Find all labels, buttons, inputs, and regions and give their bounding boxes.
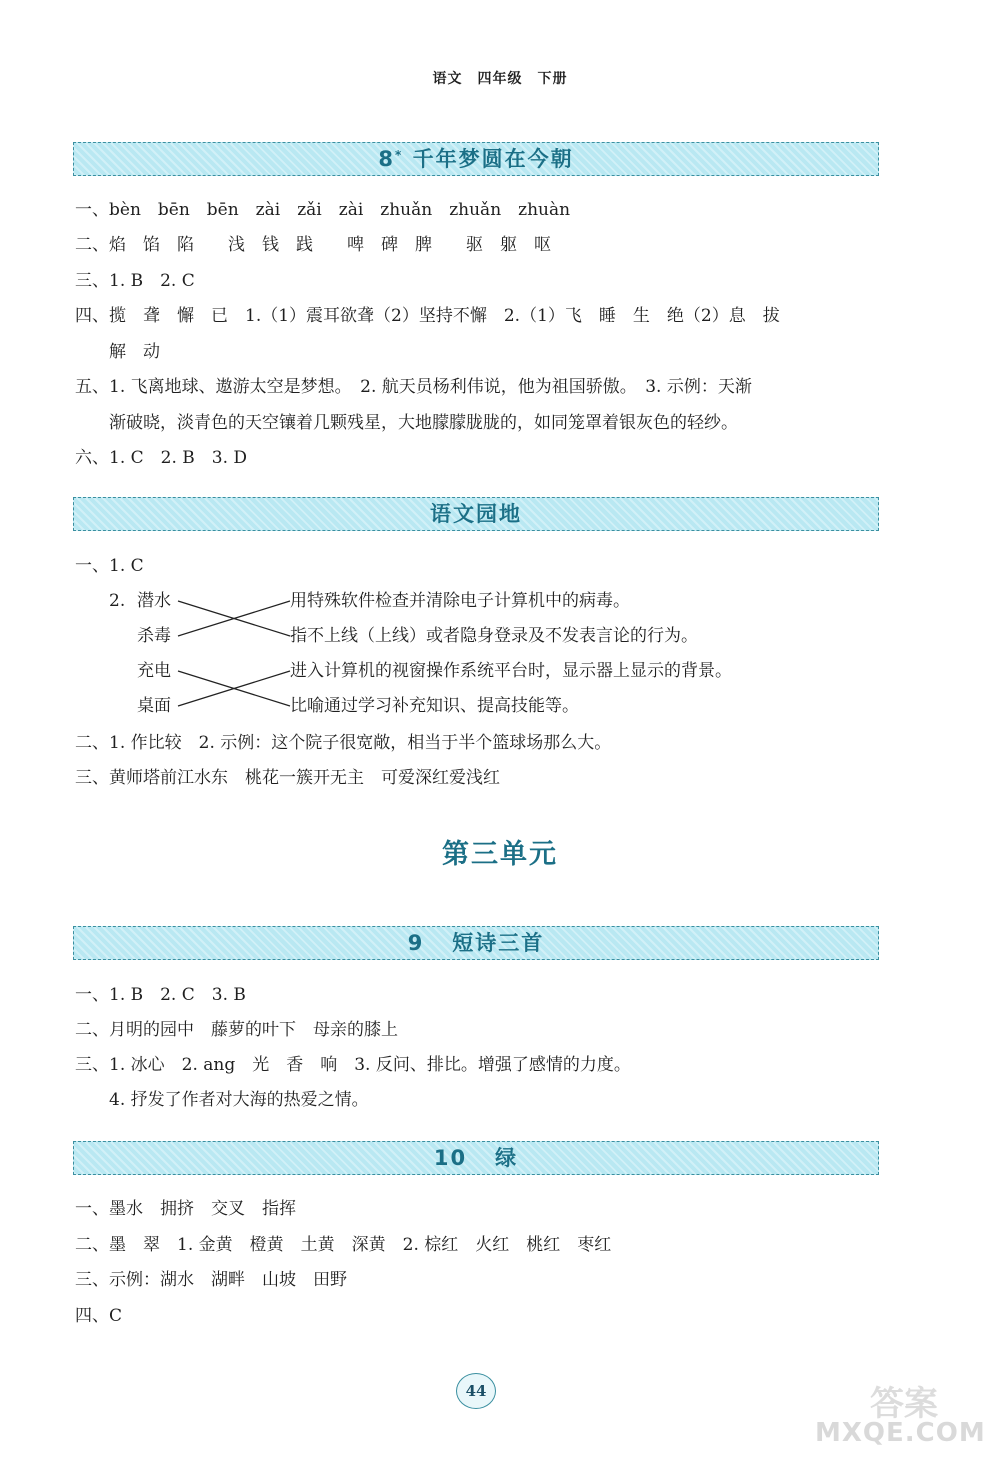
s8-line: 四、揽 聋 懈 已 1.（1）震耳欲聋（2）坚持不懈 2.（1）飞 睡 生 绝（2）息 拔	[75, 306, 780, 326]
matching-term: 潜水	[137, 591, 171, 611]
page-number: 44	[456, 1373, 496, 1409]
s10-line: 二、墨 翠 1. 金黄 橙黄 土黄 深黄 2. 棕红 火红 桃红 枣红	[75, 1235, 612, 1255]
garden-line-3: 三、黄师塔前江水东 桃花一簇开无主 可爱深红爱浅红	[75, 768, 500, 788]
watermark-logo: 答案	[870, 1384, 938, 1424]
garden-title: 语文园地	[430, 502, 522, 526]
page-header: 语文 四年级 下册	[432, 71, 568, 87]
matching-definition: 进入计算机的视窗操作系统平台时，显示器上显示的背景。	[290, 661, 732, 681]
section-8-number: 8	[378, 147, 396, 171]
section-10-title: 绿	[495, 1146, 519, 1170]
garden-line-2: 二、1. 作比较 2. 示例：这个院子很宽敞，相当于半个篮球场那么大。	[75, 733, 612, 753]
matching-q2-label: 2.	[109, 591, 126, 611]
s8-line: 六、1. C 2. B 3. D	[75, 448, 248, 468]
section-9-banner	[73, 926, 879, 960]
garden-line-1: 一、1. C	[75, 556, 144, 576]
section-9-number: 9	[407, 931, 425, 955]
matching-term: 充电	[137, 661, 171, 681]
s8-line: 三、1. B 2. C	[75, 271, 195, 291]
unit-title: 第三单元	[442, 839, 558, 870]
matching-definition: 用特殊软件检查并清除电子计算机中的病毒。	[290, 591, 630, 611]
s8-line: 五、1. 飞离地球、遨游太空是梦想。 2. 航天员杨利伟说，他为祖国骄傲。 3. 示例：天渐	[75, 377, 752, 397]
s9-line: 4. 抒发了作者对大海的热爱之情。	[75, 1090, 369, 1110]
s9-line: 三、1. 冰心 2. ang 光 香 响 3. 反问、排比。增强了感情的力度。	[75, 1055, 631, 1075]
section-10-banner	[73, 1141, 879, 1175]
s10-line: 四、C	[75, 1306, 123, 1326]
s8-line: 一、bèn bēn bēn zài zǎi zài zhuǎn zhuǎn zhuàn	[75, 200, 571, 220]
section-8-star: *	[395, 148, 404, 162]
matching-definition: 指不上线（上线）或者隐身登录及不发表言论的行为。	[290, 626, 698, 646]
section-8-title: 千年梦圆在今朝	[412, 147, 574, 171]
watermark-text: MXQE.COM	[815, 1418, 986, 1448]
s9-line: 二、月明的园中 藤萝的叶下 母亲的膝上	[75, 1020, 398, 1040]
s8-line: 解 动	[75, 342, 160, 362]
matching-definition: 比喻通过学习补充知识、提高技能等。	[290, 696, 579, 716]
s10-line: 三、示例：湖水 湖畔 山坡 田野	[75, 1270, 347, 1290]
matching-term: 桌面	[137, 696, 171, 716]
s10-line: 一、墨水 拥挤 交叉 指挥	[75, 1199, 296, 1219]
section-10-number: 10	[433, 1146, 468, 1170]
s8-line: 渐破晓，淡青色的天空镶着几颗残星，大地朦朦胧胧的，如同笼罩着银灰色的轻纱。	[75, 413, 738, 433]
s9-line: 一、1. B 2. C 3. B	[75, 985, 246, 1005]
matching-term: 杀毒	[137, 626, 171, 646]
section-9-title: 短诗三首	[452, 931, 545, 955]
s8-line: 二、焰 馅 陷 浅 钱 践 啤 碑 脾 驱 躯 呕	[75, 235, 551, 255]
